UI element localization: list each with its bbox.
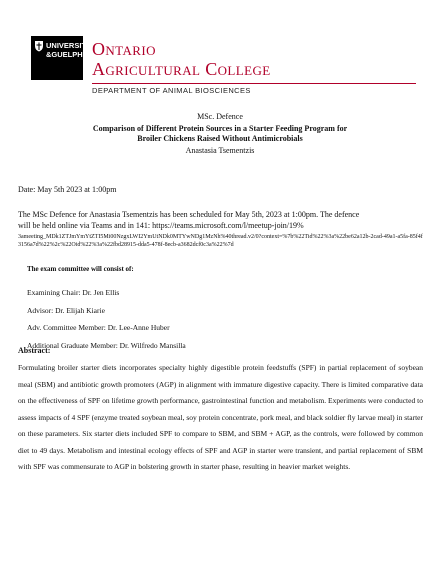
- intro-line2: will be held online via Teams and in 141: https://teams.microsoft.com/l/meetup-join/19%: [18, 220, 304, 230]
- college-name-line1: Ontario: [92, 39, 156, 59]
- intro-line1: The MSc Defence for Anastasia Tsementzis has been scheduled for May 5th, 2023 at 1:00pm. The defence: [18, 210, 360, 219]
- department-name: DEPARTMENT OF ANIMAL BIOSCIENCES: [92, 86, 251, 95]
- committee-member: Adv. Committee Member: Dr. Lee-Anne Huber: [27, 323, 170, 332]
- committee-member: Examining Chair: Dr. Jen Ellis: [27, 288, 120, 297]
- committee-member: Additional Graduate Member: Dr. Wilfredo Mansilla: [27, 340, 186, 350]
- teams-link[interactable]: 3ameeting_MDk1ZTJmYmYtZTI5Mi00NzgxLWI2YmUtNDk0MTYwNDg1MzNh%40thread.v2/0?context=%7b%22Tid%22%3a%22be62a12b-2cad-49a1-a5fa-85f4f3156a7d%22%2c%22Oid%22%3a%22fbd28915-dda5-478f-8ecb-a3682dcf0c3a%22%7d: [18, 234, 423, 248]
- committee-list: [27, 284, 186, 354]
- defence-date: Date: May 5th 2023 at 1:00pm: [18, 185, 117, 194]
- thesis-title-line2: Broiler Chickens Raised Without Antimicrobials: [137, 134, 303, 143]
- author-name: Anastasia Tsementzis: [185, 146, 255, 155]
- degree-label: MSc. Defence: [197, 112, 243, 121]
- logo-text-guelph: &GUELPH: [46, 50, 83, 59]
- thesis-title-line1: Comparison of Different Protein Sources in a Starter Feeding Program for: [92, 124, 348, 133]
- intro-paragraph: [18, 210, 423, 231]
- college-name-line2: Agricultural College: [92, 59, 271, 79]
- thesis-title: [18, 124, 422, 144]
- shield-icon: [34, 40, 44, 52]
- header-divider: [92, 83, 416, 84]
- abstract-text: Formulating broiler starter diets incorporates specialty highly digestible protein feedstuffs (SPF) in partial replacement of soybean meal (SBM) and antibiotic growth promoters (AGP) in alignment with immature digestive capacity. There is limited comparative data on the effectiveness of SPF on lifetime growth performance, gastrointestinal function and metabolism. Experiments were conducted to assess impacts of 4 SPF (enzyme treated soybean meal, soy protein concentrate, pork meal, and black soldier fly larvae meal) in starter on these parameters. Six starter diets included SPF to compare to SBM, and SBM + AGP, as the controls, were followed by common diet to 49 days. Metabolism and intestinal ecology effects of SPF and AGP in starter were transient, and partial replacement of SBM with SPF was commensurate to AGP in bolstering growth in starter phase, resulting in heavier market weights.: [18, 363, 423, 471]
- committee-heading: The exam committee will consist of:: [27, 265, 134, 273]
- committee-member: Advisor: Dr. Elijah Kiarie: [27, 305, 105, 315]
- logo-text-university: UNIVERSITY: [46, 41, 92, 50]
- abstract-heading: Abstract:: [18, 346, 51, 355]
- college-name: [92, 39, 412, 79]
- university-logo: [31, 36, 92, 80]
